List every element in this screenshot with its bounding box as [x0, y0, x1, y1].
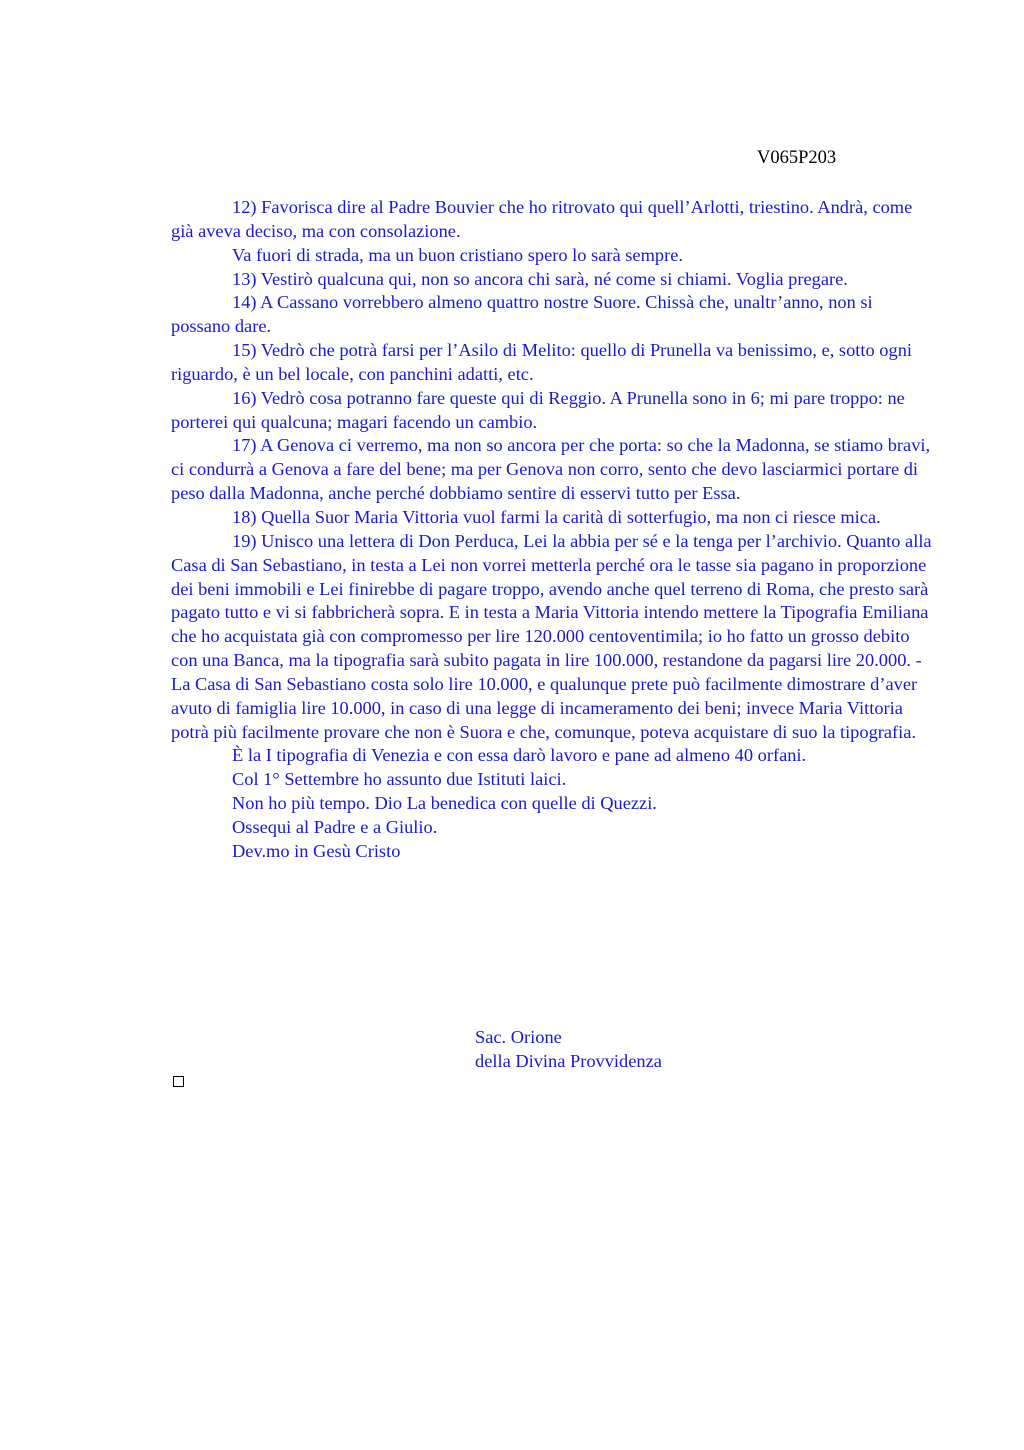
- signature-block: [475, 1025, 662, 1073]
- paragraph-17: 17) A Genova ci verremo, ma non so ancora per che porta: so che la Madonna, se stiamo bravi, ci condurrà a Genova a fare del bene; ma per Genova non corro, sento che devo lasciarmici portare di peso dalla Madonna, anche perché dobbiamo sentire di esservi tutto per Essa.: [171, 435, 931, 504]
- paragraph-15: 15) Vedrò che potrà farsi per l’Asilo di Melito: quello di Prunella va benissimo, e, sotto ogni riguardo, è un bel locale, con panchini adatti, etc.: [171, 340, 912, 384]
- paragraph-18: 18) Quella Suor Maria Vittoria vuol farmi la carità di sotterfugio, ma non ci riesce mica.: [232, 506, 881, 527]
- page-reference-code: V065P203: [757, 148, 837, 168]
- paragraph-19: 19) Unisco una lettera di Don Perduca, Lei la abbia per sé e la tenga per l’archivio. Quanto alla Casa di San Sebastiano, in testa a Lei non vorrei metterla perché ora le tasse sia pagano in proporzione dei beni immobili e Lei finirebbe di pagare troppo, avendo anche quel terreno di Roma, che presto sarà pagato tutto e vi si fabbricherà sopra. E in testa a Maria Vittoria intendo mettere la Tipografia Emiliana che ho acquistata già con compromesso per lire 120.000 centoventimila; io ho fatto un grosso debito con una Banca, ma la tipografia sarà subito pagata in lire 100.000, restandone da pagarsi lire 20.000. - La Casa di San Sebastiano costa solo lire 10.000, e qualunque prete può facilmente dimostrare d’aver avuto di famiglia lire 10.000, in caso di una legge di incameramento dei beni; invece Maria Vittoria potrà più facilmente provare che non è Suora e che, comunque, poteva acquistare di suo la tipografia.: [171, 530, 932, 742]
- paragraph-16: 16) Vedrò cosa potranno fare queste qui di Reggio. A Prunella sono in 6; mi pare troppo: ne porterei qui qualcuna; magari facendo un cambio.: [171, 387, 905, 432]
- signature-title: della Divina Provvidenza: [475, 1051, 662, 1071]
- letter-body: [171, 196, 933, 864]
- paragraph-12-continued: Va fuori di strada, ma un buon cristiano spero lo sarà sempre.: [232, 244, 683, 265]
- paragraph-tipografia-venezia: È la I tipografia di Venezia e con essa darò lavoro e pane ad almeno 40 orfani.: [232, 745, 807, 766]
- paragraph-13: 13) Vestirò qualcuna qui, non so ancora chi sarà, né come si chiami. Voglia pregare.: [232, 268, 848, 289]
- paragraph-istituti-laici: Col 1° Settembre ho assunto due Istituti laici.: [232, 769, 567, 790]
- paragraph-ossequi: Ossequi al Padre e a Giulio.: [232, 816, 438, 837]
- paragraph-12: 12) Favorisca dire al Padre Bouvier che ho ritrovato qui quell’Arlotti, triestino. Andrà, come già aveva deciso, ma con consolazione.: [171, 197, 913, 241]
- end-of-document-box-icon: [173, 1076, 184, 1087]
- paragraph-closing: Dev.mo in Gesù Cristo: [232, 840, 401, 861]
- paragraph-benedizione: Non ho più tempo. Dio La benedica con quelle di Quezzi.: [232, 793, 657, 814]
- paragraph-14: 14) A Cassano vorrebbero almeno quattro nostre Suore. Chissà che, unaltr’anno, non si possano dare.: [171, 292, 873, 337]
- signature-name: Sac. Orione: [475, 1027, 562, 1047]
